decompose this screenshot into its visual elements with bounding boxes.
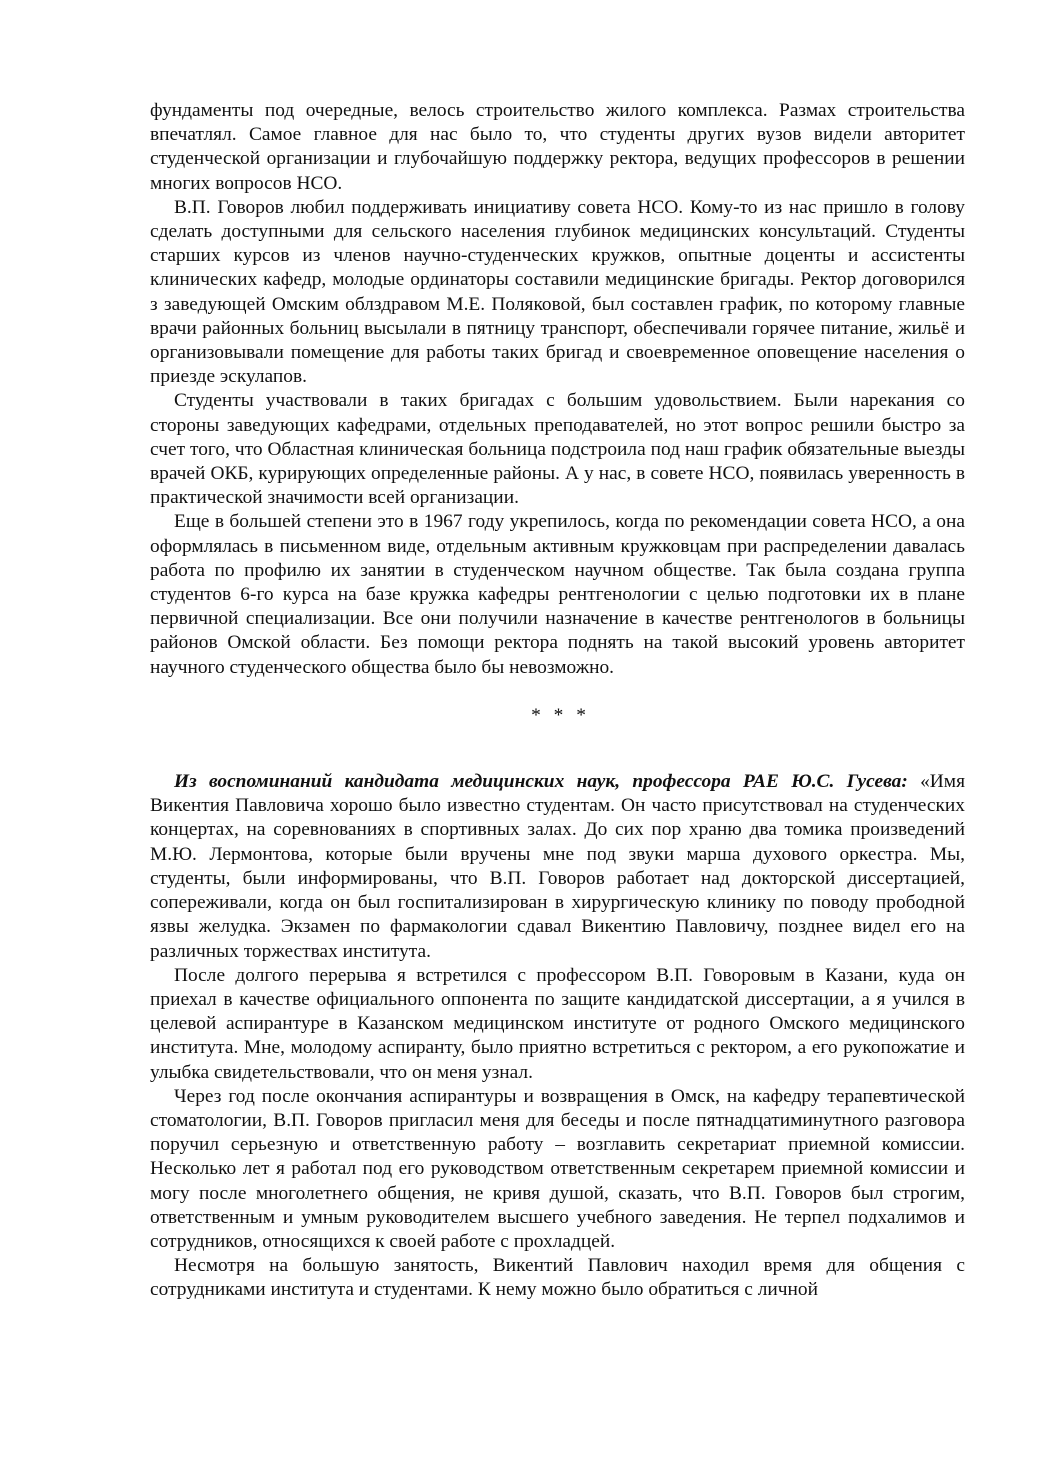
paragraph-continuation: фундаменты под очередные, велось строительство жилого комплекса. Размах строительства впечатлял. Самое главное для нас было то, что студенты других вузов видели авторитет студенческой организации и глубочайшую поддержку ректора, ведущих профессоров в решении многих вопросов НСО.: [150, 100, 965, 194]
paragraph-1967: Еще в большей степени это в 1967 году укрепилось, когда по рекомендации совета НСО, а она оформлялась в письменном виде, отдельным активным кружковцам при распределении давалась работа по профилю их занятии в студенческом научном обществе. Так была создана группа студентов 6-го курса на базе кружка кафедры рентгенологии с целью подготовки их в плане первичной специализации. Все они получили назначение в качестве рентгенологов в больницы районов Омской области. Без помощи ректора поднять на такой высокий уровень авторитет научного студенческого общества было бы невозможно.: [150, 511, 965, 678]
memoir-paragraph-kazan: После долгого перерыва я встретился с профессором В.П. Говоровым в Казани, куда он приехал в качестве официального оппонента по защите кандидатской диссертации, а я учился в целевой аспирантуре в Казанском медицинском институте от родного Омского медицинского института. Мне, молодому аспиранту, было приятно встретиться с ректором, а его рукопожатие и улыбка свидетельствовали, что он меня узнал.: [150, 964, 965, 1083]
memoir-first-paragraph: [150, 770, 965, 964]
paragraph-student-brigades: Студенты участвовали в таких бригадах с большим удовольствием. Были нарекания со стороны заведующих кафедрами, отдельных преподавателей, но этот вопрос решили быстро за счет того, что Областная клиническая больница подстроила под наш график обязательные выезды врачей ОКБ, курирующих определенные районы. А у нас, в совете НСО, появилась уверенность в практической значимости всей организации.: [150, 390, 965, 509]
memoir-paragraph-admissions: Через год после окончания аспирантуры и возвращения в Омск, на кафедру терапевтической стоматологии, В.П. Говоров пригласил меня для беседы и после пятнадцатиминутного разговора поручил серьезную и ответственную работу – возглавить секретариат приемной комиссии. Несколько лет я работал под его руководством ответственным секретарем приемной комиссии и могу после многолетнего общения, не кривя душой, сказать, что В.П. Говоров был строгим, ответственным и умным руководителем высшего учебного заведения. Не терпел подхалимов и сотрудников, относящихся к своей работе с прохладцей.: [150, 1085, 965, 1252]
memoir-section: [150, 770, 965, 1302]
memoir-intro: Из воспоминаний кандидата медицинских наук, профессора РАЕ Ю.С. Гусева:: [174, 771, 908, 793]
document-page: [150, 99, 965, 1303]
section-separator: * * *: [531, 704, 590, 726]
memoir-first-text: «Имя Викентия Павловича хорошо было известно студентам. Он часто присутствовал на студенческих концертах, на соревнованиях в спортивных залах. До сих пор храню два томика произведений М.Ю. Лермонтова, которые были вручены мне под звуки марша духового оркестра. Мы, студенты, были информированы, что В.П. Говоров работает над докторской диссертацией, сопереживали, когда он был госпитализирован в хирургическую клинику по поводу прободной язвы желудка. Экзамен по фармакологии сдавал Викентию Павловичу, позднее видел его на различных торжествах института.: [150, 771, 965, 962]
memoir-paragraph-communication: Несмотря на большую занятость, Викентий Павлович находил время для общения с сотрудниками института и студентами. К нему можно было обратиться с личной: [150, 1255, 965, 1301]
paragraph-nso-initiative: В.П. Говоров любил поддерживать инициативу совета НСО. Кому-то из нас пришло в голову сделать доступными для сельского населения глубинок медицинских консультаций. Студенты старших курсов из членов научно-студенческих кружков, опытные доценты и ассистенты клинических кафедр, молодые ординаторы составили медицинские бригады. Ректор договорился з заведующей Омским облздравом М.Е. Поляковой, был составлен график, по которому главные врачи районных больниц высылали в пятницу транспорт, обеспечивали горячее питание, жильё и организовывали помещение для работы таких бригад и своевременное оповещение населения о приезде эскулапов.: [150, 196, 965, 388]
